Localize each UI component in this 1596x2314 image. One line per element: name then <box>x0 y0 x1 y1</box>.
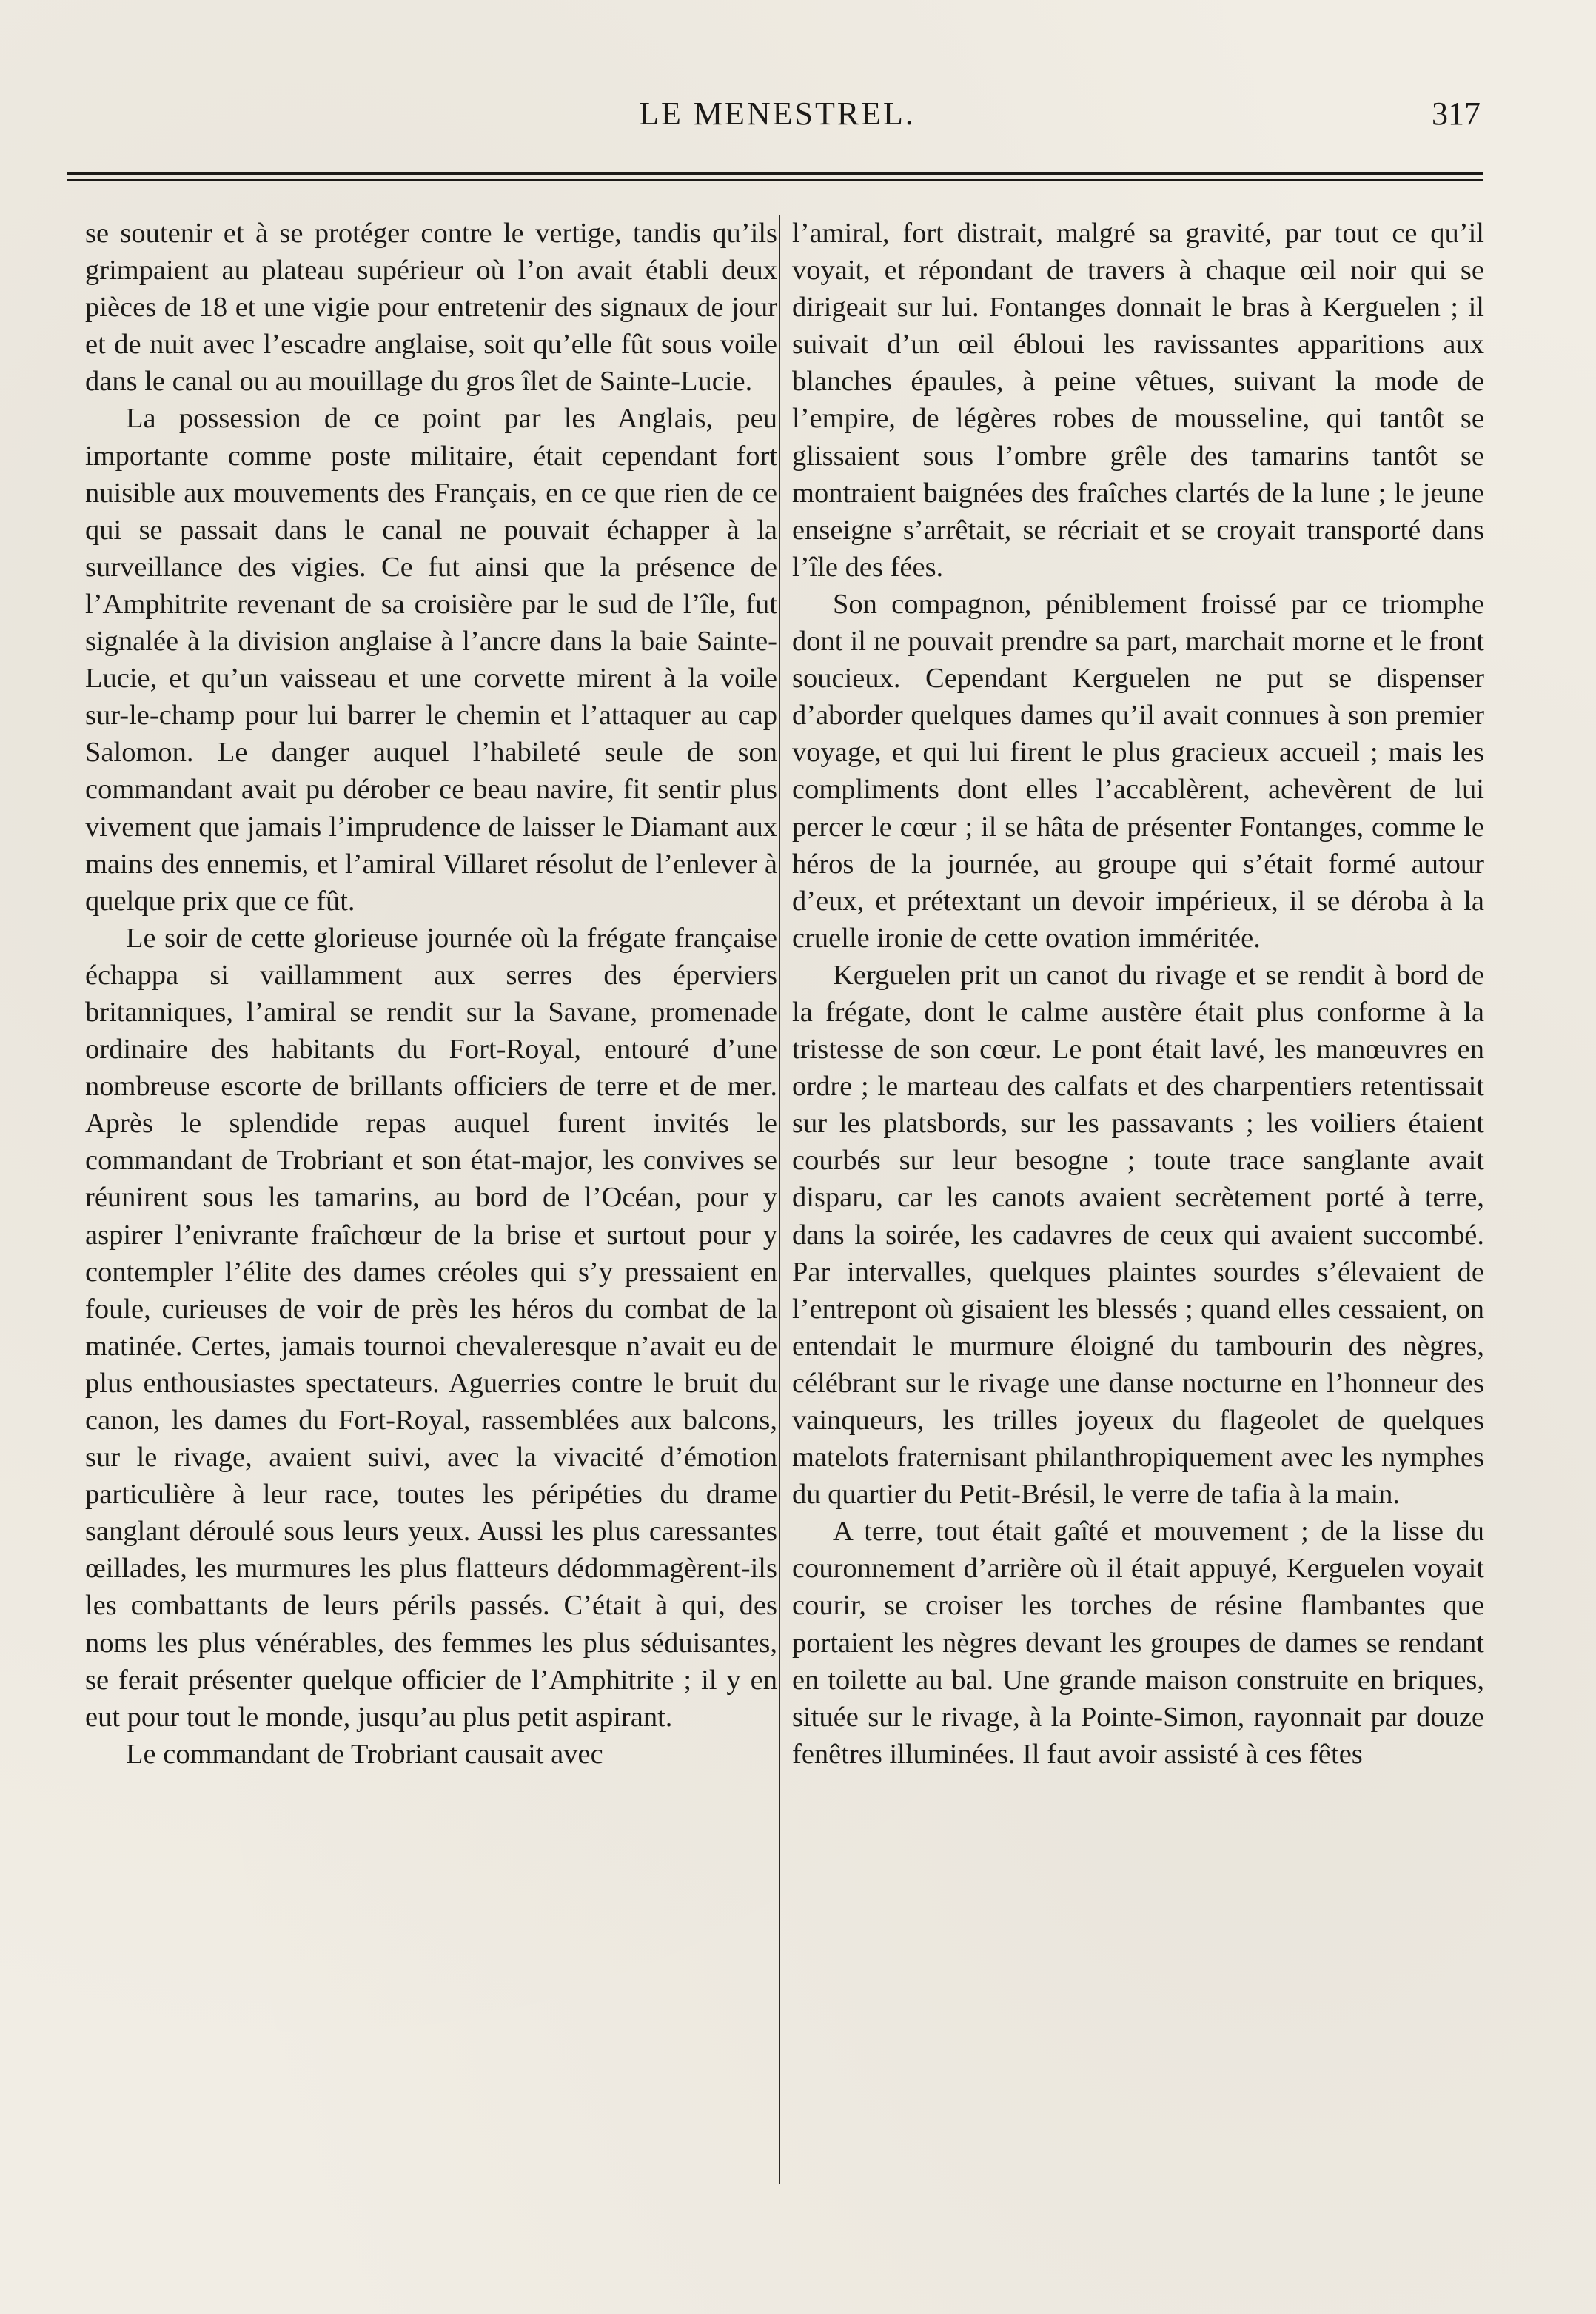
right-column <box>792 215 1484 1773</box>
paragraph: Le soir de cette glorieuse journée où la frégate française échappa si vaillamment aux serres des éperviers britanniques, l’amiral se rendit sur la Savane, promenade ordinaire des habitants du Fort-Royal, entouré d’une nombreuse escorte de brillants officiers de terre et de mer. Après le splendide repas auquel furent invités le commandant de Trobriant et son état-major, les convives se réunirent sous les tamarins, au bord de l’Océan, pour y aspirer l’enivrante fraîchœur de la brise et surtout pour y contempler l’élite des dames créoles qui s’y pressaient en foule, curieuses de voir de près les héros du combat de la matinée. Certes, jamais tournoi chevaleresque n’avait eu de plus enthousiastes spectateurs. Aguerries contre le bruit du canon, les dames du Fort-Royal, rassemblées aux balcons, sur le rivage, avaient suivi, avec la vivacité d’émotion particulière à leur race, toutes les péripéties du drame sanglant déroulé sous leurs yeux. Aussi les plus caressantes œillades, les murmures les plus flatteurs dédommagèrent-ils les combattants de leurs périls passés. C’était à qui, des noms les plus vénérables, des femmes les plus séduisantes, se ferait présenter quelque officier de l’Amphitrite ; il y en eut pour tout le monde, jusqu’au plus petit aspirant. <box>85 922 777 1733</box>
page-header <box>74 87 1481 147</box>
paragraph: Son compagnon, péniblement froissé par ce triomphe dont il ne pouvait prendre sa part, marchait morne et le front soucieux. Cependant Kerguelen ne put se dispenser d’aborder quelques dames qu’il avait connues à son premier voyage, et qui lui firent le plus gracieux accueil ; mais les compliments dont elles l’accablèrent, achevèrent de lui percer le cœur ; il se hâta de présenter Fontanges, comme le héros de la journée, au groupe qui s’était formé autour d’eux, et prétextant un devoir impérieux, il se déroba à la cruelle ironie de cette ovation imméritée. <box>792 588 1484 954</box>
header-rule-thick <box>67 172 1483 175</box>
paragraph: Le commandant de Trobriant causait avec <box>126 1738 603 1770</box>
paragraph: l’amiral, fort distrait, malgré sa gravité, par tout ce qu’il voyait, et répondant de travers à chaque œil noir qui se dirigeait sur lui. Fontanges donnait le bras à Kerguelen ; il suivait d’un œil ébloui les ravissantes apparitions aux blanches épaules, à peine vêtues, suivant la mode de l’empire, de légères robes de mousseline, qui tantôt se glissaient sous l’ombre grêle des tamarins tantôt se montraient baignées des fraîches clartés de la lune ; le jeune enseigne s’arrêtait, se récriait et se croyait transporté dans l’île des fées. <box>792 218 1484 583</box>
paragraph: A terre, tout était gaîté et mouvement ; de la lisse du couronnement d’arrière où il était appuyé, Kerguelen voyait courir, se croiser les torches de résine flambantes que portaient les nègres devant les groupes de dames se rendant en toilette au bal. Une grande maison construite en briques, située sur le rivage, à la Pointe-Simon, rayonnait par douze fenêtres illuminées. Il faut avoir assisté à ces fêtes <box>792 1516 1484 1770</box>
page-number: 317 <box>1432 96 1481 132</box>
paragraph: se soutenir et à se protéger contre le vertige, tandis qu’ils grimpaient au plateau supérieur où l’on avait établi deux pièces de 18 et une vigie pour entretenir des signaux de jour et de nuit avec l’escadre anglaise, soit qu’elle fût sous voile dans le canal ou au mouillage du gros îlet de Sainte-Lucie. <box>85 218 777 398</box>
column-divider <box>779 215 780 2184</box>
left-column <box>85 215 777 1773</box>
paragraph: La possession de ce point par les Anglais, peu importante comme poste militaire, était cependant fort nuisible aux mouvements des Français, en ce que rien de ce qui se passait dans le canal ne pouvait échapper à la surveillance des vigies. Ce fut ainsi que la présence de l’Amphitrite revenant de sa croisière par le sud de l’île, fut signalée à la division anglaise à l’ancre dans la baie Sainte-Lucie, et qu’un vaisseau et une corvette mirent à la voile sur-le-champ pour lui barrer le chemin et l’attaquer au cap Salomon. Le danger auquel l’habileté seule de son commandant avait pu dérober ce beau navire, fit sentir plus vivement que jamais l’imprudence de laisser le Diamant aux mains des ennemis, et l’amiral Villaret résolut de l’enlever à quelque prix que ce fût. <box>85 403 777 917</box>
header-rule-thin <box>67 179 1483 181</box>
paragraph: Kerguelen prit un canot du rivage et se rendit à bord de la frégate, dont le calme austère était plus conforme à la tristesse de son cœur. Le pont était lavé, les manœuvres en ordre ; le marteau des calfats et des charpentiers retentissait sur les platsbords, sur les passavants ; les voiliers étaient courbés sur leur besogne ; toute trace sanglante avait disparu, car les canots avaient secrètement porté à terre, dans la soirée, les cadavres de ceux qui avaient succombé. Par intervalles, quelques plaintes sourdes s’élevaient de l’entrepont où gisaient les blessés ; quand elles cessaient, on entendait le murmure éloigné du tambourin des nègres, célébrant sur le rivage une danse nocturne en l’honneur des vainqueurs, les trilles joyeux du flageolet de quelques matelots fraternisant philanthropiquement avec les nymphes du quartier du Petit-Brésil, le verre de tafia à la main. <box>792 959 1484 1511</box>
running-title: LE MENESTREL. <box>639 96 916 132</box>
